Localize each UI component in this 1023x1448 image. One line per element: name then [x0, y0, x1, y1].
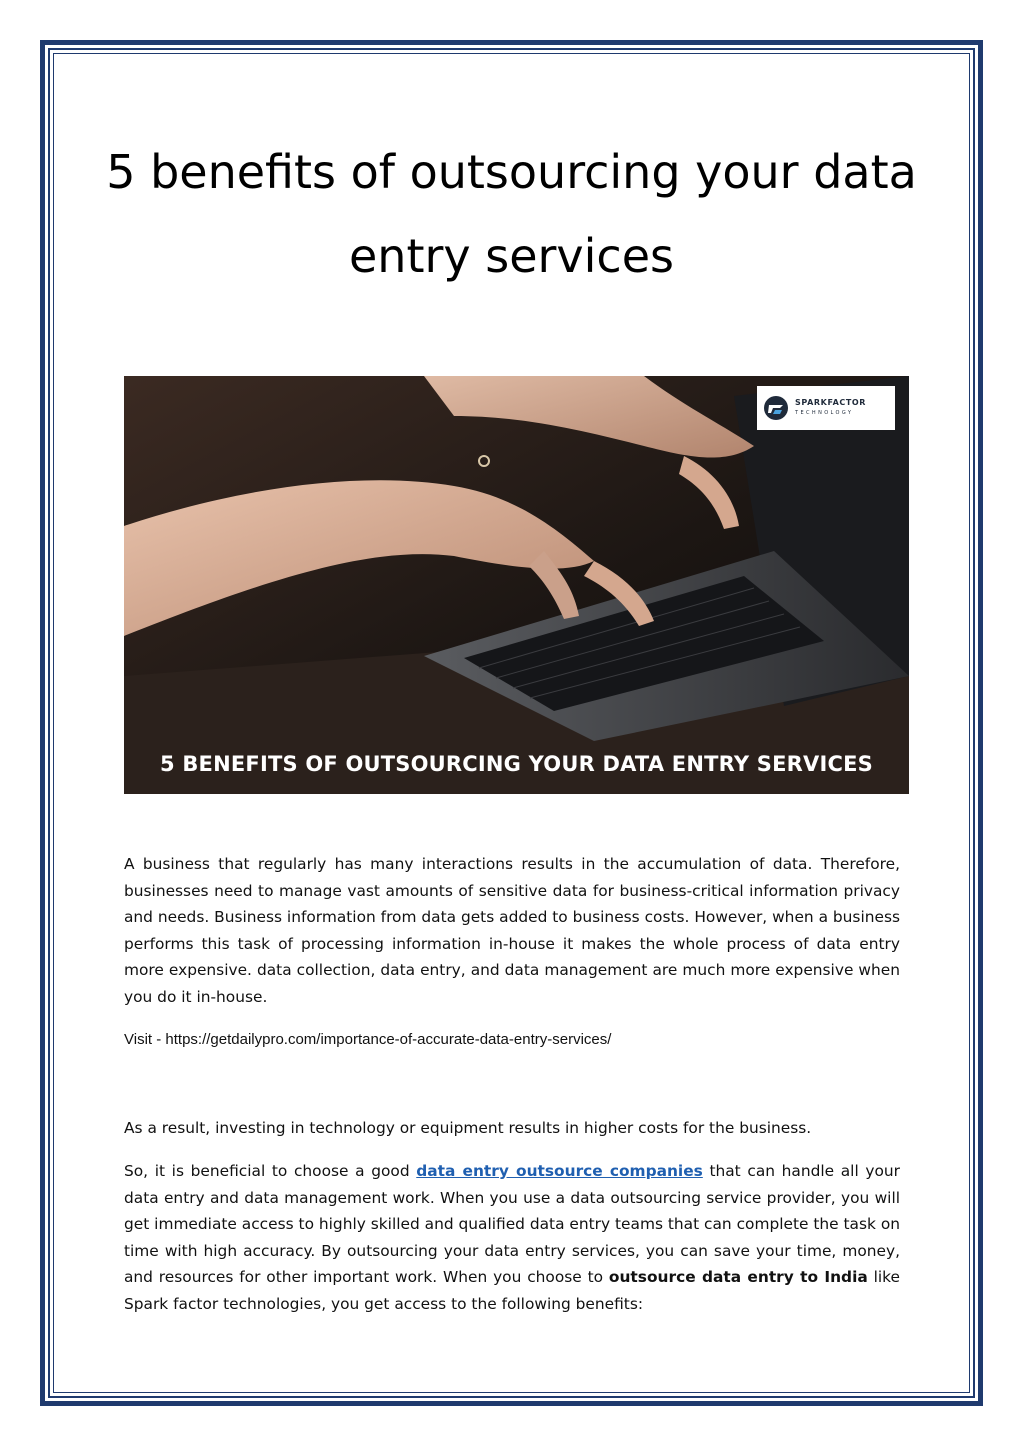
paragraph-benefits-part3: like Spark factor technologies, you get access to the following benefits:: [124, 1268, 900, 1313]
paragraph-intro: A business that regularly has many interactions results in the accumulation of data. Therefore, businesses need to manage vast amounts of sensitive data for business-critical information privacy and needs. Business information from data gets added to business costs. However, when a business performs this task of processing information in-house it makes the whole process of data entry more expensive. data collection, data entry, and data management are much more expensive when you do it in-house.: [124, 855, 900, 1006]
document-title: 5 benefits of outsourcing your data entry services: [106, 145, 917, 283]
sparkfactor-logo-icon: [763, 395, 789, 421]
paragraph-benefits: [124, 1158, 900, 1318]
paragraph-costs: As a result, investing in technology or equipment results in higher costs for the business.: [124, 1119, 812, 1137]
paragraph-benefits-part1: So, it is beneficial to choose a good: [124, 1162, 417, 1180]
sparkfactor-logo: [757, 386, 895, 430]
outsource-india-bold: outsource data entry to India: [608, 1268, 868, 1287]
hero-caption: 5 BENEFITS OF OUTSOURCING YOUR DATA ENTRY SERVICES: [160, 752, 873, 776]
logo-subtitle: TECHNOLOGY: [795, 410, 854, 416]
paragraph-benefits-part2: that can handle all your data entry and data management work. When you use a data outsourcing service provider, you will get immediate access to highly skilled and qualified data entry teams that can complete the task on time with high accuracy. By outsourcing your data entry services, you can save your time, money, and resources for other important work. When you choose to: [124, 1162, 900, 1287]
logo-name: SPARKFACTOR: [795, 398, 867, 407]
data-entry-outsource-companies-link[interactable]: data entry outsource companies: [416, 1162, 703, 1180]
laptop-typing-photo: [124, 376, 909, 794]
visit-link-text: Visit - https://getdailypro.com/importance-of-accurate-data-entry-services/: [124, 1031, 612, 1048]
hero-image: [124, 376, 909, 794]
